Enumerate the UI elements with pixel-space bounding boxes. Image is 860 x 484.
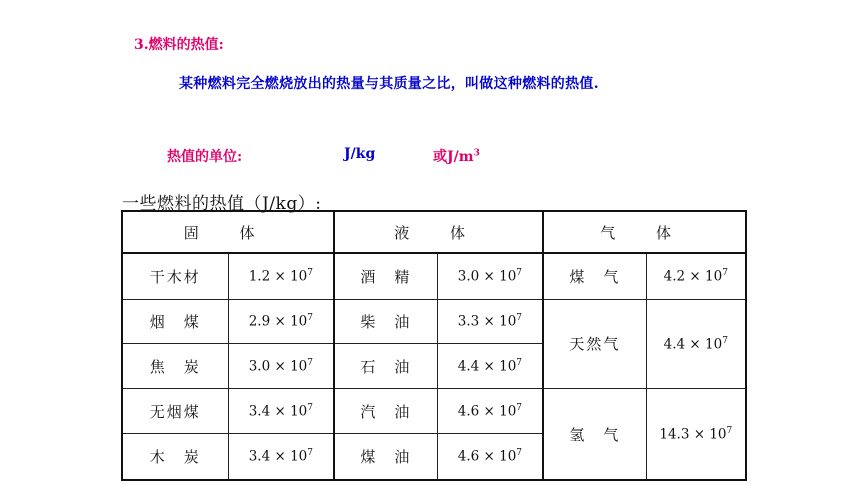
fuel-heat-value-table-wrapper: [121, 210, 747, 481]
unit-label: 热值的单位:: [167, 149, 243, 165]
fuel-value-exponent: 7: [516, 358, 523, 369]
fuel-name: 煤 油: [334, 434, 437, 480]
fuel-value: [437, 344, 543, 389]
fuel-name: 酒 精: [334, 253, 437, 299]
fuel-value: [228, 434, 334, 480]
fuel-value-mantissa: 4.4 × 10: [663, 336, 723, 353]
fuel-value: [437, 434, 543, 480]
unit-alternative-exponent: 3: [473, 148, 480, 159]
fuel-value-mantissa: 4.4 × 10: [457, 358, 517, 375]
table-header-row: [122, 211, 746, 253]
fuel-value-mantissa: 4.2 × 10: [663, 268, 723, 285]
fuel-value: [646, 253, 746, 299]
section-heading: 3.燃料的热值:: [134, 37, 224, 53]
fuel-name: 石 油: [334, 344, 437, 389]
fuel-value-exponent: 7: [722, 268, 728, 278]
fuel-value: [228, 389, 334, 434]
header-solid: 固 体: [122, 211, 334, 253]
fuel-name: 干木材: [122, 253, 228, 299]
definition-text: 某种燃料完全燃烧放出的热量与其质量之比，叫做这种燃料的热值.: [179, 76, 599, 92]
fuel-name: 煤 气: [543, 253, 646, 299]
table-row: [122, 253, 746, 299]
fuel-name: 氢 气: [543, 389, 646, 480]
fuel-heat-value-table: [121, 210, 747, 481]
fuel-name: 柴 油: [334, 299, 437, 344]
fuel-value-mantissa: 4.6 × 10: [457, 403, 517, 420]
fuel-value: [228, 344, 334, 389]
fuel-value-exponent: 7: [516, 448, 523, 459]
fuel-value-mantissa: 1.2 × 10: [248, 268, 308, 285]
fuel-value-exponent: 7: [516, 268, 523, 278]
fuel-name: 无烟煤: [122, 389, 228, 434]
fuel-value-mantissa: 3.3 × 10: [457, 313, 517, 330]
table-row: [122, 389, 746, 434]
header-gas: 气 体: [543, 211, 746, 253]
fuel-name: 汽 油: [334, 389, 437, 434]
fuel-value-mantissa: 3.4 × 10: [248, 403, 308, 420]
fuel-value-mantissa: 2.9 × 10: [248, 313, 308, 330]
unit-primary: J/kg: [344, 146, 376, 162]
fuel-value: [228, 299, 334, 344]
fuel-value-exponent: 7: [307, 268, 313, 278]
fuel-name: 木 炭: [122, 434, 228, 480]
fuel-value: [437, 389, 543, 434]
fuel-value-mantissa: 3.0 × 10: [457, 268, 517, 285]
fuel-value-exponent: 7: [516, 313, 523, 324]
fuel-value-exponent: 7: [307, 403, 313, 414]
table-row: [122, 299, 746, 344]
fuel-value-exponent: 7: [307, 448, 313, 459]
fuel-value-mantissa: 3.4 × 10: [248, 448, 308, 465]
fuel-value: [437, 299, 543, 344]
fuel-value-mantissa: 14.3 × 10: [659, 426, 727, 443]
fuel-value-exponent: 7: [307, 358, 313, 369]
fuel-value: [228, 253, 334, 299]
fuel-value-exponent: 7: [722, 335, 728, 346]
header-liquid: 液 体: [334, 211, 543, 253]
fuel-value-exponent: 7: [307, 313, 313, 324]
fuel-value-exponent: 7: [726, 425, 733, 436]
unit-alternative: [433, 146, 480, 166]
fuel-value-mantissa: 3.0 × 10: [248, 358, 308, 375]
unit-alternative-text: 或J/m: [433, 149, 474, 165]
fuel-name: 焦 炭: [122, 344, 228, 389]
table-caption: 一些燃料的热值（J/kg）:: [122, 194, 322, 214]
fuel-name: 天然气: [543, 299, 646, 389]
fuel-value-mantissa: 4.6 × 10: [457, 448, 517, 465]
fuel-value: [646, 299, 746, 389]
fuel-value: [437, 253, 543, 299]
fuel-name: 烟 煤: [122, 299, 228, 344]
fuel-value: [646, 389, 746, 480]
fuel-value-exponent: 7: [516, 403, 523, 414]
